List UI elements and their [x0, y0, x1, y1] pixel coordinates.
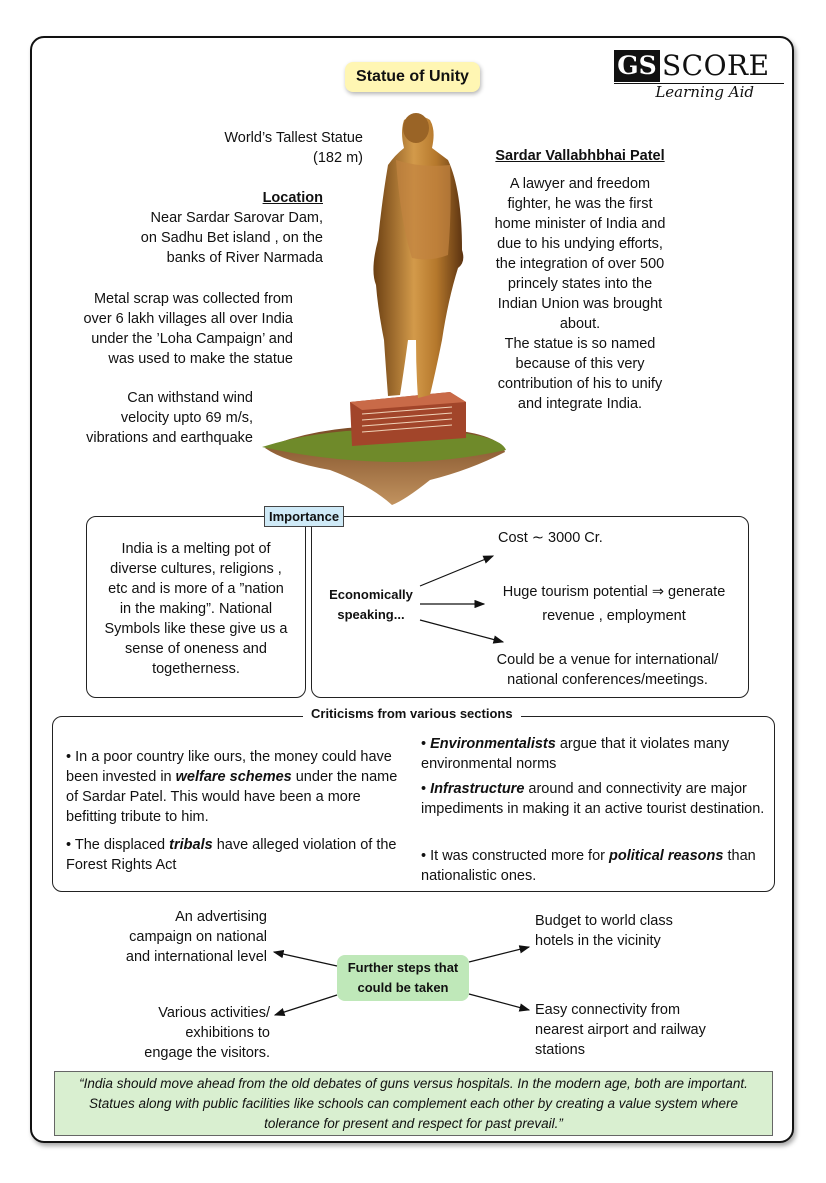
closing-quote — [54, 1071, 773, 1136]
econ-line: speaking... — [337, 607, 405, 622]
location-heading: Location — [262, 190, 323, 206]
advertising-line: campaign on national — [129, 929, 267, 945]
metal-line: under the ’Loha Campaign’ and — [91, 331, 293, 347]
height-value: (182 m) — [313, 150, 363, 166]
criticism-environment — [421, 734, 766, 774]
patel-heading: Sardar Vallabhbhai Patel — [495, 148, 665, 164]
patel-section — [470, 146, 690, 414]
quote-line: tolerance for present and respect for past prevail.” — [264, 1116, 563, 1131]
quote-line: Statues along with public facilities like schools can complement each other by creating a value system where — [88, 1096, 739, 1111]
metal-line: was used to make the statue — [108, 351, 293, 367]
wind-line: Can withstand wind — [127, 390, 253, 406]
importance-line: in the making”. National — [119, 601, 273, 617]
importance-line: Symbols like these give us a — [104, 621, 288, 637]
criticism-emphasis: Infrastructure — [430, 781, 525, 797]
quote-line: “India should move ahead from the old debates of guns versus hospitals. In the modern age, both are important. — [79, 1076, 748, 1091]
importance-line: India is a melting pot of — [121, 541, 271, 557]
wind-fact — [60, 388, 253, 448]
criticism-tribals — [66, 835, 406, 875]
venue-item — [470, 650, 745, 690]
activities-line: engage the visitors. — [144, 1045, 270, 1061]
criticism-text: under the name of Sardar Patel. This would have been a more befitting tribute to him. — [66, 769, 398, 825]
tallest-label: World’s Tallest Statue — [224, 130, 363, 146]
step-advertising — [100, 907, 267, 967]
patel-line: and integrate India. — [517, 396, 643, 412]
economically-speaking — [321, 585, 421, 625]
location-section — [110, 188, 323, 268]
patel-line: because of this very — [515, 356, 645, 372]
logo-gs-mark: GS — [614, 50, 660, 82]
criticism-text: argue that it violates many environmental norms — [421, 736, 730, 772]
criticism-emphasis: political reasons — [609, 848, 724, 864]
criticism-infrastructure — [421, 779, 771, 819]
tourism-item — [484, 582, 744, 626]
location-line: Near Sardar Sarovar Dam, — [150, 210, 323, 226]
steps-line: could be taken — [357, 980, 449, 995]
importance-line: diverse cultures, religions , — [110, 561, 282, 577]
criticism-text: • In a poor country like ours, the money could have been invested in — [66, 749, 392, 785]
patel-line: about. — [559, 316, 601, 332]
criticism-text: • — [421, 736, 431, 752]
criticism-emphasis: welfare schemes — [175, 769, 292, 785]
patel-line: contribution of his to unify — [497, 376, 663, 392]
location-line: banks of River Narmada — [166, 250, 323, 266]
step-activities — [110, 1003, 270, 1063]
criticism-political — [421, 846, 766, 886]
page-title: Statue of Unity — [345, 62, 480, 92]
patel-line: A lawyer and freedom — [509, 176, 651, 192]
importance-line: togetherness. — [152, 661, 240, 677]
hotels-line: hotels in the vicinity — [535, 933, 661, 949]
activities-line: exhibitions to — [185, 1025, 270, 1041]
wind-line: velocity upto 69 m/s, — [120, 410, 253, 426]
criticism-text: than nationalistic ones. — [421, 848, 756, 884]
advertising-line: An advertising — [175, 909, 267, 925]
location-line: on Sadhu Bet island , on the — [140, 230, 323, 246]
importance-tag: Importance — [264, 506, 344, 527]
hotels-line: Budget to world class — [535, 913, 673, 929]
criticism-emphasis: tribals — [169, 837, 213, 853]
connectivity-line: Easy connectivity from — [535, 1002, 681, 1018]
logo-tagline: Learning Aid — [655, 83, 754, 101]
patel-line: the integration of over 500 — [495, 256, 665, 272]
econ-line: Economically — [329, 587, 413, 602]
metal-line: Metal scrap was collected from — [93, 291, 293, 307]
tourism-line: Huge tourism potential ⇒ generate — [502, 584, 726, 600]
cost-item: Cost ∼ 3000 Cr. — [498, 530, 603, 546]
activities-line: Various activities/ — [158, 1005, 270, 1021]
criticism-text: • It was constructed more for — [421, 848, 610, 864]
logo-score-text: SCORE — [662, 49, 770, 82]
patel-line: Indian Union was brought — [497, 296, 663, 312]
step-hotels — [535, 911, 735, 951]
venue-line: Could be a venue for international/ — [496, 652, 719, 668]
criticism-text: • The displaced — [66, 837, 170, 853]
importance-national-symbols — [96, 539, 296, 679]
patel-line: due to his undying efforts, — [497, 236, 663, 252]
criticism-text: have alleged violation of the Forest Rights Act — [66, 837, 397, 873]
patel-line: fighter, he was the first — [507, 196, 653, 212]
steps-line: Further steps that — [347, 960, 459, 975]
patel-line: The statue is so named — [504, 336, 656, 352]
step-connectivity — [535, 1000, 755, 1060]
further-steps-node — [337, 955, 469, 1001]
criticisms-title: Criticisms from various sections — [303, 706, 521, 721]
importance-line: sense of oneness and — [125, 641, 267, 657]
importance-line: etc and is more of a ”nation — [108, 581, 284, 597]
patel-line: home minister of India and — [494, 216, 666, 232]
metal-scrap-fact — [60, 289, 293, 369]
criticism-welfare — [66, 747, 406, 827]
advertising-line: and international level — [125, 949, 267, 965]
tallest-statue-fact — [180, 128, 363, 168]
criticism-emphasis: Environmentalists — [430, 736, 556, 752]
connectivity-line: stations — [535, 1042, 585, 1058]
venue-line: national conferences/meetings. — [507, 672, 708, 688]
criticism-text: • — [421, 781, 431, 797]
criticism-text: around and connectivity are major impediments in making it an active tourist destination. — [421, 781, 765, 817]
tourism-line: revenue , employment — [542, 608, 686, 624]
metal-line: over 6 lakh villages all over India — [83, 311, 293, 327]
wind-line: vibrations and earthquake — [86, 430, 253, 446]
statue-head — [403, 113, 429, 143]
patel-line: princely states into the — [507, 276, 653, 292]
connectivity-line: nearest airport and railway — [535, 1022, 706, 1038]
